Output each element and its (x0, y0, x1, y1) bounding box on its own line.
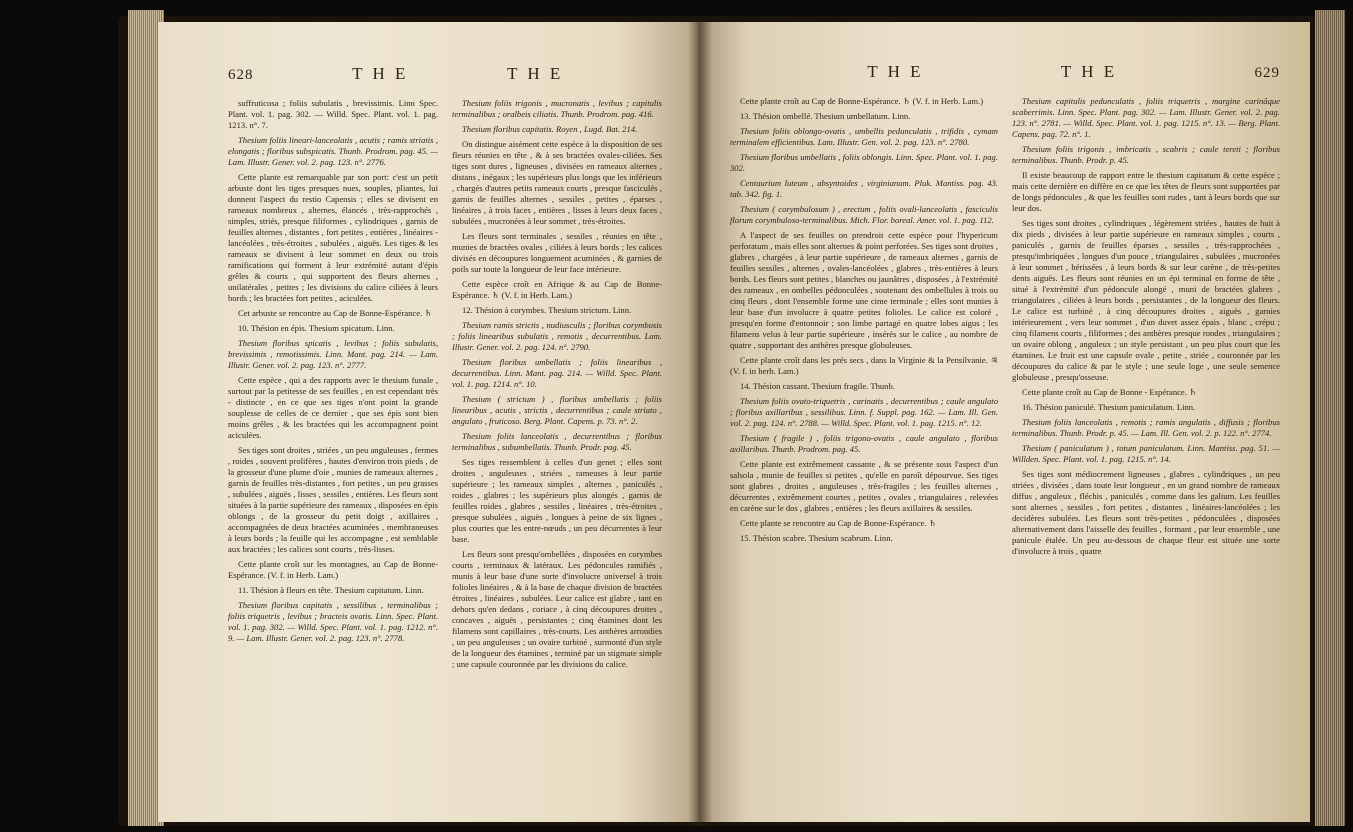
entry-heading: 13. Thésion ombellé. Thesium umbellatum. Linn. (740, 111, 911, 121)
paragraph: Thesium ramis strictis , nudiusculis ; floribus corymbosis ; foliis linearibus subulatis , remotis , decurrentibus. Lam. Illustr. Gener. vol. 2. pag. 124. n°. 2790. (452, 320, 662, 352)
left-running-header (228, 64, 662, 86)
left-column-1 (228, 98, 438, 674)
paragraph: On distingue aisément cette espèce à la disposition de ses fleurs réunies en tête , & à ses bractées ovales-ciliées. Ses tiges sont dures , ligneuses , divisées en rameaux alternes , distans , inégaux ; les supérieurs plus longs que les inférieurs , chargés d'autres petits rameaux courts , presque fasciculés , garnis de feuilles alternes , sessiles , petites , éparses , linéaires , à trois faces , entières , lisses à leurs deux faces , subulées , mucronées à leur sommet , très-étroites. (452, 139, 662, 226)
left-header-word-2: T H E (507, 64, 564, 83)
paragraph: Il existe beaucoup de rapport entre le thesium capitatum & cette espèce ; mais cette dernière en diffère en ce que les têtes de fleurs sont supportées par de longs pédoncules , & que les feuilles sont rudes , tant à leurs bords que sur leur dos. (1012, 170, 1280, 213)
paragraph: Les fleurs sont presqu'ombellées , disposées en corymbes courts , terminaux & latéraux. Les pédoncules ramifiés , munis à leur base d'une sorte d'involucre universel à trois folioles linéaires , & à la base de chaque division de bractées étroites , linéaires , subulées. Leur calice est glabre , tant en dehors qu'en dedans , coriace , à cinq découpures droites , concaves , aiguës , persistantes ; cinq étamines dont les filamens sont capillaires , très-courts. Les anthères arrondies , un peu anguleuses ; un ovaire turbiné , surmonté d'un style de la longueur des étamines , terminé par un stigmate simple ; une capsule couronnée par les divisions du calice. (452, 549, 662, 669)
paragraph: Thesium floribus spicatis , levibus ; foliis subulatis, brevissimis , remotissimis. Linn. Mant. pag. 214. — Lam. Illustr. Gener. vol. 2. pag. 123. n°. 2777. (228, 338, 438, 370)
entry-heading: 10. Thésion en épis. Thesium spicatum. Linn. (238, 323, 395, 333)
paragraph: Les fleurs sont terminales , sessiles , réunies en tête , munies de bractées ovales , ciliées à leurs bords ; les calices divisés en découpures longuement acuminées , & garnies de poils sur toute la longueur de leur face intérieure. (452, 231, 662, 274)
paragraph: Cette espèce , qui a des rapports avec le thesium funale , surtout par la petitesse de ses feuilles , en est cependant très - distincte , en ce que ses tiges n'ont point la grande souplesse de celles de ce dernier , que ses épis sont bien moins grêles , & les bractées qui les accompagnent point aciculées. (228, 375, 438, 440)
right-running-header (730, 62, 1280, 84)
paragraph: Centaurium luteum , absyntoides , virginianum. Pluk. Mantiss. pag. 43. tab. 342. fig. 1. (730, 178, 998, 199)
paragraph: Cette plante croît dans les prés secs , dans la Virginie & la Pensilvanie. ♃ (V. f. in herb. Lam.) (730, 355, 998, 376)
paragraph: Thesium foliis trigonis , mucronatis , levibus ; capitulis terminalibus ; oralbeis ciliatis. Thunb. Prodrom. pag. 416. (452, 98, 662, 119)
right-page-edges (1315, 10, 1345, 826)
paragraph: Ses tiges sont médiocrement ligneuses , glabres , cylindriques , un peu striées , divisées , dans toute leur longueur , en un grand nombre de rameaux diffus , anguleux , fléchis , paniculés , comme dans les galium. Les feuilles sont alternes , sessiles , fort petites , distantes , linéaires-lancéolées ; les decidères subulées. Les fleurs sont très-petites , pédonculées , disposées alternativement dans l'aisselle des feuilles , formant , par leur ensemble , une panicule étalée. Un peu au-dessous de chaque fleur est située une sorte d'involucre à trois , quatre (1012, 469, 1280, 556)
paragraph: Cette plante croît au Cap de Bonne-Espérance. ♄ (V. f. in Herb. Lam.) (740, 96, 984, 106)
paragraph: Cette plante est extrêmement cassante , & se présente sous l'aspect d'un salsola , munie de feuilles si petites , qu'elle en paroît dépourvue. Ses tiges sont glabres , droites , anguleuses , très-fragiles ; les feuilles alternes , décurrentes , extrêmement courtes , petites , ovales , triangulaires , relevées en carène sur le dos , glabres , entières ; les fleurs axillaires & sessiles. (730, 459, 998, 513)
paragraph: Thesium ( paniculatum ) , totum paniculatum. Linn. Mantiss. pag. 51. — Willden. Spec. Plant. vol. 1. pag. 1215. n°. 14. (1012, 443, 1280, 464)
paragraph: Ses tiges sont droites , striées , un peu anguleuses , fermes , roides , souvent prolifères , hautes d'environ trois pieds , de la grosseur d'une plume d'oie , munies de rameaux alternes , garnis de feuilles très-distantes , fort petites , un peu grasses , subulées , aiguës , lisses , sessiles , entières. Les fleurs sont situées à la partie supérieure des rameaux , disposées en épis oblongs , de la grosseur du petit doigt , axillaires , accompagnées de deux bractées acuminées , membraneuses à leurs bords ; la feuille qui les accompagne , est semblable aux bractées ; les calices sont courts , très-lisses. (228, 445, 439, 554)
right-page-number: 629 (1254, 65, 1280, 81)
left-column-2 (452, 98, 662, 674)
paragraph: suffruticosa ; foliis subulatis , brevissimis. Linn Spec. Plant. vol. 1. pag. 302. — Willd. Spec. Plant. vol. 1. pag. 1213. n°. 7. (228, 98, 438, 130)
left-columns (228, 98, 662, 674)
paragraph: Cette plante croît sur les montagnes, au Cap de Bonne-Espérance. (V. f. in Herb. Lam.) (228, 559, 438, 580)
left-page (158, 22, 698, 822)
entry-heading: 15. Thésion scabre. Thesium scabrum. Linn. (740, 533, 893, 543)
paragraph: Thesium floribus capitatis , sessilibus , terminalibus ; foliis triquetris , levibus ; bracteis ovatis. Linn. Spec. Plant. vol. 1. pag. 302. — Willd. Spec. Plant. vol. 1. pag. 1212. n°. 9. — Lam. Illustr. Gener. vol. 2. pag. 123. n°. 2778. (228, 600, 438, 643)
right-columns (730, 96, 1280, 561)
paragraph: A l'aspect de ses feuilles on prendroit cette espèce pour l'hypericum perforatum , mais elles sont alternes & point perforées. Ses tiges sont droites , glabres , chargées , à leur partie supérieure , de rameaux alternes , garnis de feuilles sessiles , alternes , ovales-lancéolées , glabres , très-entières à leurs bords. Les fleurs sont petites , blanches ou jaunâtres , disposées , à l'extrémité des rameaux , en ombelles pédonculées , soutenant des ombellules à trois ou cinq fleurs , dont l'ensemble forme une cime terminale ; elles sont munies à leur base d'un involucre à quatre petites folioles. Le calice est coloré , presqu'en forme d'entonnoir ; son limbe partagé en quatre lobes aigus ; les filamens velus à leur partie supérieure , insérés sur le calice , au nombre de quatre , supportant des anthères presque globuleuses. (730, 230, 998, 350)
right-column-1 (730, 96, 998, 561)
paragraph: Cet arbuste se rencontre au Cap de Bonne-Espérance. ♄ (238, 308, 433, 318)
paragraph: Thesium floribus umbellatis ; foliis linearibus , decurrentibus. Linn. Mant. pag. 214. — Willd. Spec. Plant. vol. 1. pag. 1214. n°. 10. (452, 357, 662, 389)
paragraph: Thesium floribus capitatis. Royen , Lugd. Bat. 214. (462, 124, 638, 134)
paragraph: Thesium ( strictum ) , floribus umbellatis ; foliis linearibus , acutis , strictis , decurrentibus ; caule striato , angulato , fruticoso. Berg. Plant. Capens. p. 73. n°. 2. (452, 394, 662, 426)
right-page (698, 22, 1310, 822)
paragraph: Thesium foliis lanceolatis , decurrentibus ; floribus terminalibus , subumbellatis. Thunb. Prodr. pag. 45. (452, 431, 662, 452)
entry-heading: 14. Thésion cassant. Thesium fragile. Thunb. (740, 381, 895, 391)
entry-heading: 12. Thésion à corymbes. Thesium strictum. Linn. (462, 305, 632, 315)
paragraph: Thesium capitulis pedunculatis , foliis triquetris , margine carinâque scaberrimis. Linn. Spec. Plant. pag. 302. — Lam. Illustr. Gener. vol. 2. pag. 123. n°. 2781. — Willd. Spec. Plant. vol. 1. pag. 1215. n°. 13. — Berg. Plant. Capens. pag. 72. n°. 1. (1012, 96, 1280, 139)
paragraph: Thesium foliis ovato-triquetris , carinatis , decurrentibus ; caule angulato ; floribus axillaribus , sessilibus. Linn. f. Suppl. pag. 162. — Lam. Ill. Gen. vol. 2. pag. 124. n°. 2788. — Willd. Spec. Plant. vol. 1. pag. 1215. n°. 12. (730, 396, 998, 428)
entry-heading: 11. Thésion à fleurs en tête. Thesium capitatum. Linn. (238, 585, 424, 595)
paragraph: Cette plante croît au Cap de Bonne - Espérance. ♄ (1022, 387, 1197, 397)
entry-heading: 16. Thésion paniculé. Thesium paniculatum. Linn. (1022, 402, 1196, 412)
paragraph: Thesium foliis trigonis , imbricatis , scabris ; caule tereti ; floribus terminalibus. Thunb. Prodr. p. 45. (1012, 144, 1280, 165)
paragraph: Cette plante est remarquable par son port: c'est un petit arbuste dont les tiges presques nues, souples, pliantes, lui donnent l'aspect du restio Capensis ; elles se divisent en rameaux nombreux , alternes, élancés , très-rapprochés , simples, striés, presque filiformes , cylindriques , garnis de feuilles alternes , distantes , fort petites , entières , linéaires - lancéolées , très-étroites , subulées , aiguës. Les tiges & les rameaux se divisent à leur sommet en deux ou trois ramifications qui forment à leur extrémité autant d'épis grêles & courts , qui supportent des fleurs alternes , unilatérales , petites ; les divisions du calice ciliées à leurs bords ; les bractées fort petites , aciculées. (228, 172, 438, 303)
paragraph: Cette espèce croît en Afrique & au Cap de Bonne-Espérance. ♄ (V. f. in Herb. Lam.) (452, 279, 662, 300)
left-header-word-1: T H E (352, 64, 409, 83)
paragraph: Ses tiges sont droites , cylindriques , légèrement striées , hautes de huit à dix pieds , divisées à leur partie supérieure en rameaux simples , courts , paniculés , garnis de feuilles éparses , sessiles , très-rapprochées , presqu'imbriquées , longues d'un pouce , triangulaires , subulées , mucronées à leur sommet , hérissées , à leurs bords & sur leur carène , de très-petites dents aiguës. Les fleurs sont réunies en un épi terminal en forme de tête , situé à l'extrémité d'un pédoncule alongé , muni de bractées glabres , triangulaires , ciliées à leurs bords , persistantes , de la longueur des fleurs. Le calice est turbiné , à cinq découpures droites , aiguës , garnies intérieurement , vers leur sommet , d'un duvet assez épais , blanc , crépu ; cinq filamens courts , filiformes ; des anthères presque rondes , triangulaires ; un ovaire oblong , anguleux ; un style persistant , un peu plus court que les étamines. Le fruit est une capsule ovale , petite , striée , couronnée par les découpures du calice & par le style ; une seule loge , une seule semence globuleuse , presqu'osseuse. (1012, 218, 1280, 382)
paragraph: Ses tiges ressemblent à celles d'un genet ; elles sont droites , anguleuses , striées , rameuses à leur partie supérieure ; les rameaux simples , alternes , paniculés , roides , glabres ; les supérieurs plus alongés , garnis de feuilles roides , glabres , sessiles , linéaires , très-étroites , presque subulées , aiguës , longues à peine de six lignes , plus courtes que les entre-nœuds , un peu décurrentes à leur base. (452, 457, 662, 544)
book-gutter (688, 20, 712, 826)
right-header-word-1: T H E (867, 62, 924, 81)
right-header-word-2: T H E (1060, 62, 1118, 81)
paragraph: Thesium foliis lineari-lanceolatis , acutis ; ramis striatis , elongatis ; floribus subspicatis. Thunb. Prodrom. pag. 45. — Lam. Illustr. Gener. vol. 2. pag. 123. n°. 2776. (228, 135, 438, 167)
right-column-2 (1012, 96, 1280, 561)
paragraph: Thesium foliis lanceolatis , remotis ; ramis angulatis , diffusis ; floribus terminalibus. Thunb. Prodr. p. 45. — Lam. Ill. Gen. vol. 2. p. 122. n°. 2774. (1012, 417, 1280, 438)
paragraph: Cette plante se rencontre au Cap de Bonne-Espérance. ♄ (740, 518, 937, 528)
paragraph: Thesium floribus umbellatis , foliis oblongis. Linn. Spec. Plant. vol. 1. pag. 302. (730, 152, 998, 173)
paragraph: Thesium ( corymbulosum ) , erectum , foliis ovali-lanceolatis , fasciculis florum corymbuloso-terminalibus. Mich. Flor. boreal. Amer. vol. 1. pag. 112. (730, 204, 998, 225)
paragraph: Thesium foliis oblongo-ovatis , umbellis pedunculatis , trifidis , cymam terminalem efficientibus. Lam. Illustr. Gen. vol. 2. pag. 123. n°. 2780. (730, 126, 998, 147)
paragraph: Thesium ( fragile ) , foliis trigono-ovatis , caule angulato , floribus axillaribus. Thunb. Prodrom. pag. 45. (730, 433, 998, 454)
left-page-number: 628 (228, 67, 254, 83)
